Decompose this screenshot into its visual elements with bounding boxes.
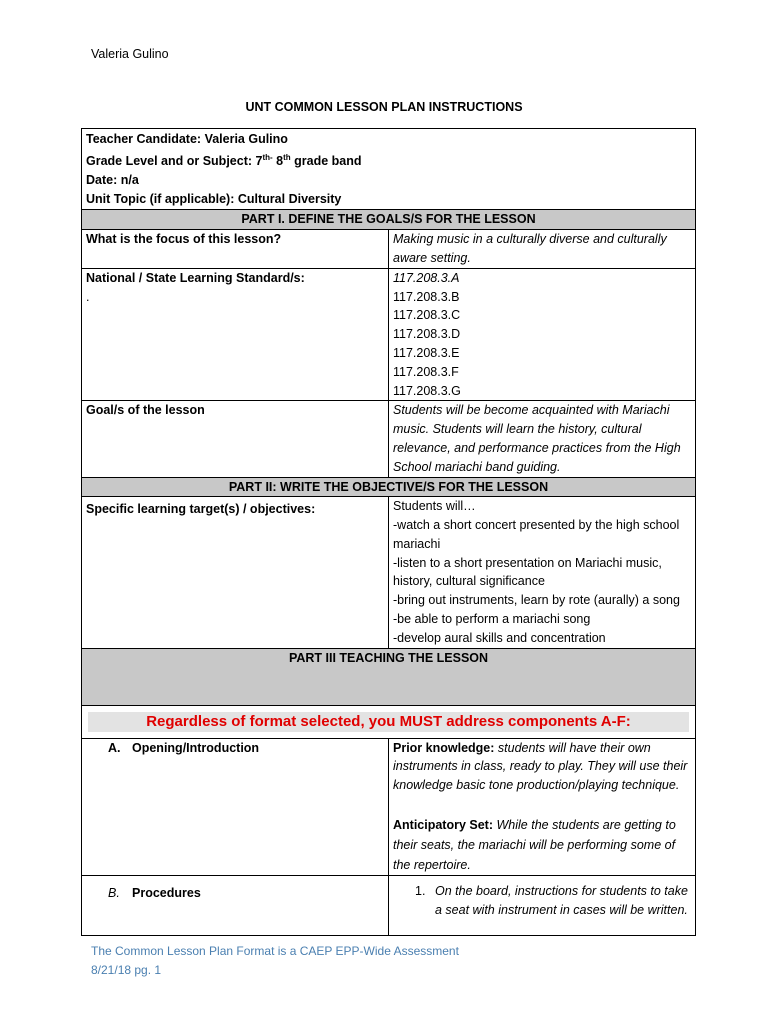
footer-line-2: 8/21/18 pg. 1 — [91, 963, 162, 977]
part2-header: PART II: WRITE THE OBJECTIVE/S FOR THE LESSON — [82, 477, 696, 497]
procedures-letter: B. — [108, 886, 120, 901]
info-cell — [82, 129, 696, 210]
objective-line: -watch a short concert presented by the high school mariachi — [393, 518, 680, 551]
procedures-label: Procedures — [132, 886, 201, 901]
focus-value: Making music in a culturally diverse and culturally aware setting. — [389, 230, 696, 269]
grade-sup-b: th — [283, 152, 291, 162]
prior-label: Prior knowledge: — [393, 740, 495, 755]
date-value: n/a — [120, 172, 139, 187]
grade-line — [86, 149, 691, 171]
focus-label: What is the focus of this lesson? — [82, 230, 389, 269]
grade-value-c: grade band — [294, 153, 362, 168]
standard-item: 117.208.3.F — [393, 364, 459, 379]
grade-label: Grade Level and or Subject: — [86, 153, 253, 168]
document-title: UNT COMMON LESSON PLAN INSTRUCTIONS — [245, 100, 523, 114]
opening-content — [389, 738, 696, 875]
goals-value: Students will be become acquainted with Mariachi music. Students will learn the history, cultural relevance, and performance practices from the High School mariachi band guiding. — [389, 401, 696, 477]
part2-header-row — [82, 477, 696, 497]
part1-header-row — [82, 210, 696, 230]
opening-label-cell — [82, 738, 389, 875]
teacher-line — [86, 130, 691, 149]
footer — [91, 942, 459, 980]
banner-cell — [82, 705, 696, 738]
procedure-number: 1. — [415, 884, 426, 899]
date-label: Date: — [86, 172, 118, 187]
author-header: Valeria Gulino — [91, 47, 169, 61]
anticipatory-label: Anticipatory Set: — [393, 818, 494, 833]
opening-label: Opening/Introduction — [132, 740, 260, 755]
objectives-list — [389, 497, 696, 648]
grade-value-a: 7 — [255, 153, 263, 168]
part3-header-row — [82, 648, 696, 705]
unit-label: Unit Topic (if applicable): — [86, 191, 235, 206]
prior-value: students will have their own instruments in class, ready to play. They will use their knowledge basic tone production/playing technique. — [393, 740, 688, 793]
standards-dot: . — [86, 289, 90, 304]
standards-label-cell — [82, 268, 389, 401]
standards-row — [82, 268, 696, 401]
standards-list — [389, 268, 696, 401]
standard-item: 117.208.3.D — [393, 327, 461, 342]
components-banner: Regardless of format selected, you MUST address components A-F: — [88, 712, 689, 732]
footer-line-1: The Common Lesson Plan Format is a CAEP EPP-Wide Assessment — [91, 944, 459, 958]
prior-knowledge — [393, 739, 691, 795]
standard-item: 117.208.3.G — [393, 383, 461, 398]
teacher-value: Valeria Gulino — [204, 132, 288, 146]
standard-item: 117.208.3.A — [393, 270, 460, 285]
procedure-item — [393, 882, 691, 920]
part1-header: PART I. DEFINE THE GOALS/S FOR THE LESSON — [82, 210, 696, 230]
banner-row — [82, 705, 696, 738]
procedures-row — [82, 876, 696, 936]
grade-sup-a: th- — [262, 152, 273, 162]
objectives-label: Specific learning target(s) / objectives: — [82, 497, 389, 648]
unit-line — [86, 190, 691, 209]
grade-value-b: 8 — [276, 153, 284, 168]
procedures-label-cell — [82, 876, 389, 936]
objectives-row — [82, 497, 696, 648]
goals-label: Goal/s of the lesson — [82, 401, 389, 477]
objective-line: -bring out instruments, learn by rote (aurally) a song — [393, 593, 680, 608]
info-row — [82, 129, 696, 210]
standards-label: National / State Learning Standard/s: — [86, 270, 305, 285]
part3-header: PART III TEACHING THE LESSON — [82, 648, 696, 705]
opening-row — [82, 738, 696, 875]
date-line — [86, 171, 691, 190]
objective-line: Students will… — [393, 499, 476, 514]
unit-value: Cultural Diversity — [237, 191, 342, 206]
procedure-text: On the board, instructions for students to take a seat with instrument in cases will be written. — [435, 884, 688, 917]
objective-line: -listen to a short presentation on Mariachi music, history, cultural significance — [393, 555, 662, 589]
objective-line: -be able to perform a mariachi song — [393, 612, 591, 627]
anticipatory-value: While the students are getting to their seats, the mariachi will be performing some of the repertoire. — [393, 818, 676, 873]
focus-row — [82, 230, 696, 269]
standard-item: 117.208.3.C — [393, 308, 461, 323]
anticipatory-set — [393, 815, 691, 875]
opening-letter: A. — [108, 740, 121, 755]
objective-line: -develop aural skills and concentration — [393, 630, 606, 645]
teacher-label: Teacher Candidate: — [86, 132, 202, 146]
standard-item: 117.208.3.E — [393, 345, 460, 360]
lesson-plan-table — [81, 128, 696, 936]
standard-item: 117.208.3.B — [393, 289, 460, 304]
goals-row — [82, 401, 696, 477]
procedures-content — [389, 876, 696, 936]
